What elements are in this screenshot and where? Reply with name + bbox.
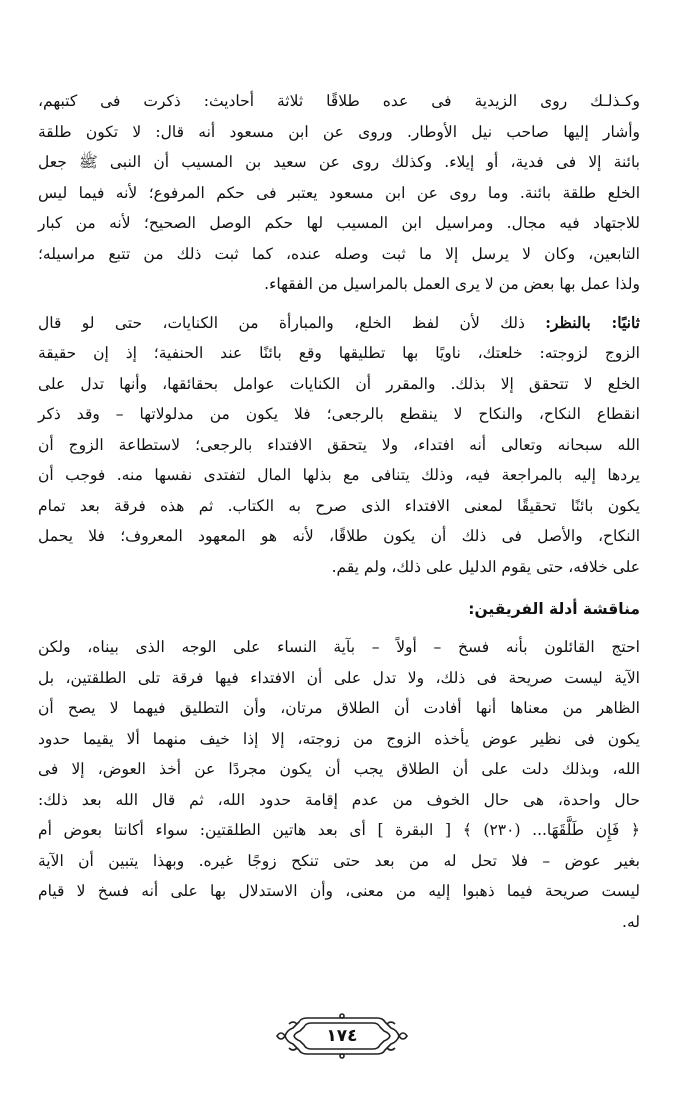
page-body: [38, 86, 640, 937]
text-line: يردها إليه بالمراجعة فيه، وذلك يتنافى مع بذلها المال لتفتدى نفسها منه. فوجب أن: [38, 466, 640, 484]
page-number: ١٧٤: [326, 1026, 358, 1046]
text-line: احتج القائلون بأنه فسخ – أولاً – بآية النساء على الوجه الذى بيناه، ولكن: [38, 638, 640, 656]
text-line: ﴿ فَإِن طَلَّقَهَا... (٢٣٠) ﴾ [ البقرة ] أى بعد هاتين الطلقتين: سواء أكانتا بعوض أم: [38, 821, 640, 839]
text-line: الله، وبذلك دلت على أن الطلاق يجب أن يكون مجردًا عن أخذ العوض، إلا فى: [38, 760, 640, 778]
text-line: ليست صريحة فيما ذهبوا إليه من معنى، وأن الاستدلال بها على أنه فسخ لا قيام: [38, 882, 640, 900]
text-line: له.: [622, 912, 640, 931]
text-line: انقطاع النكاح، والنكاح لا ينقطع بالرجعى؛ فلا يكون من مدلولاتها – وقد ذكر: [38, 405, 640, 423]
text-line: الخلع طلقة بائنة. وما روى عن ابن مسعود يعتبر فى حكم المرفوع؛ لأنه فيما ليس: [38, 183, 640, 202]
text-line: بغير عوض – فلا تحل له من بعد حتى تنكح زوجًا غيره. وبهذا يتبين أن الآية: [38, 851, 640, 870]
paragraph-1: [38, 86, 640, 300]
text-line: وكـذلـك روى الزيدية فى عده طلاقًا ثلاثة أحاديث: ذكرت فى كتبهم،: [38, 92, 640, 110]
text-line: الظاهر من معناها أنها أفادت أن الطلاق مرتان، وأن التطليق فيهما لا يصح أن: [38, 699, 640, 717]
text-line: الله سبحانه وتعالى أنه افتداء، ولا يتحقق الافتداء بالرجعى؛ لاستطاعة الزوج أن: [38, 435, 640, 454]
paragraph-3: [38, 632, 640, 937]
text-line: بائنة إلا فى فدية، أو إيلاء. وكذلك روى عن سعيد بن المسيب أن النبى ﷺ جعل: [38, 153, 640, 171]
text-line: يكون بائنًا تحقيقًا لمعنى الافتداء الذى صرح به الكتاب. ثم هذه فرقة بعد تمام: [38, 496, 640, 515]
paragraph-2-lead: ثانيًا: بالنظر:: [545, 312, 640, 332]
text-line: على خلافه، حتى يقوم الدليل على ذلك، ولم يقم.: [331, 557, 640, 576]
text-fragment: ذلك لأن لفظ الخلع، والمبارأة من الكنايات، حتى لو قال: [38, 313, 525, 332]
text-line: النكاح، والأصل فى ذلك أن يكون طلاقًا، لأنه هو المعهود المعروف؛ فلا يحمل: [38, 527, 640, 545]
paragraph-2: [38, 308, 640, 583]
text-line: [38, 308, 640, 339]
section-heading: مناقشة أدلة الفريقين:: [468, 600, 640, 618]
text-line: يكون فى نظير عوض يأخذه الزوج من زوجته، إلا إذا خيف منهما ألا يقيما حدود: [38, 729, 640, 748]
text-line: التابعين، وكان لا يرسل إلا ما ثبت وصله عنده، كما ثبت ذلك من تتبع مراسيله؛: [38, 244, 640, 263]
page-number-ornament: [273, 1012, 411, 1060]
text-line: الآية ليست صريحة فى ذلك، ولا تدل على أن الافتداء فيها فرقة تلى الطلقتين، بل: [38, 668, 640, 687]
text-line: ولذا عمل بها بعض من لا يرى العمل بالمراسيل من الفقهاء.: [264, 275, 640, 293]
text-line: وأشار إليها صاحب نيل الأوطار. وروى عن ابن مسعود أنه قال: لا تكون طلقة: [38, 122, 640, 141]
text-line: حال واحدة، هى حال الخوف من عدم إقامة حدود الله، ثم قال الله بعد ذلك:: [38, 790, 640, 809]
text-line: الخلع لا تتحقق إلا بذلك. والمقرر أن الكنايات عوامل بحقائقها، وأنها تدل على: [38, 374, 640, 393]
text-line: للاجتهاد فيه مجال. ومراسيل ابن المسيب لها حكم الوصل الصحيح؛ لأنه من كبار: [38, 214, 640, 232]
text-line: الزوج لزوجته: خلعتك، ناويًا بها تطليقها وقع بائنًا عند الحنفية؛ إذ إن حقيقة: [38, 344, 640, 362]
